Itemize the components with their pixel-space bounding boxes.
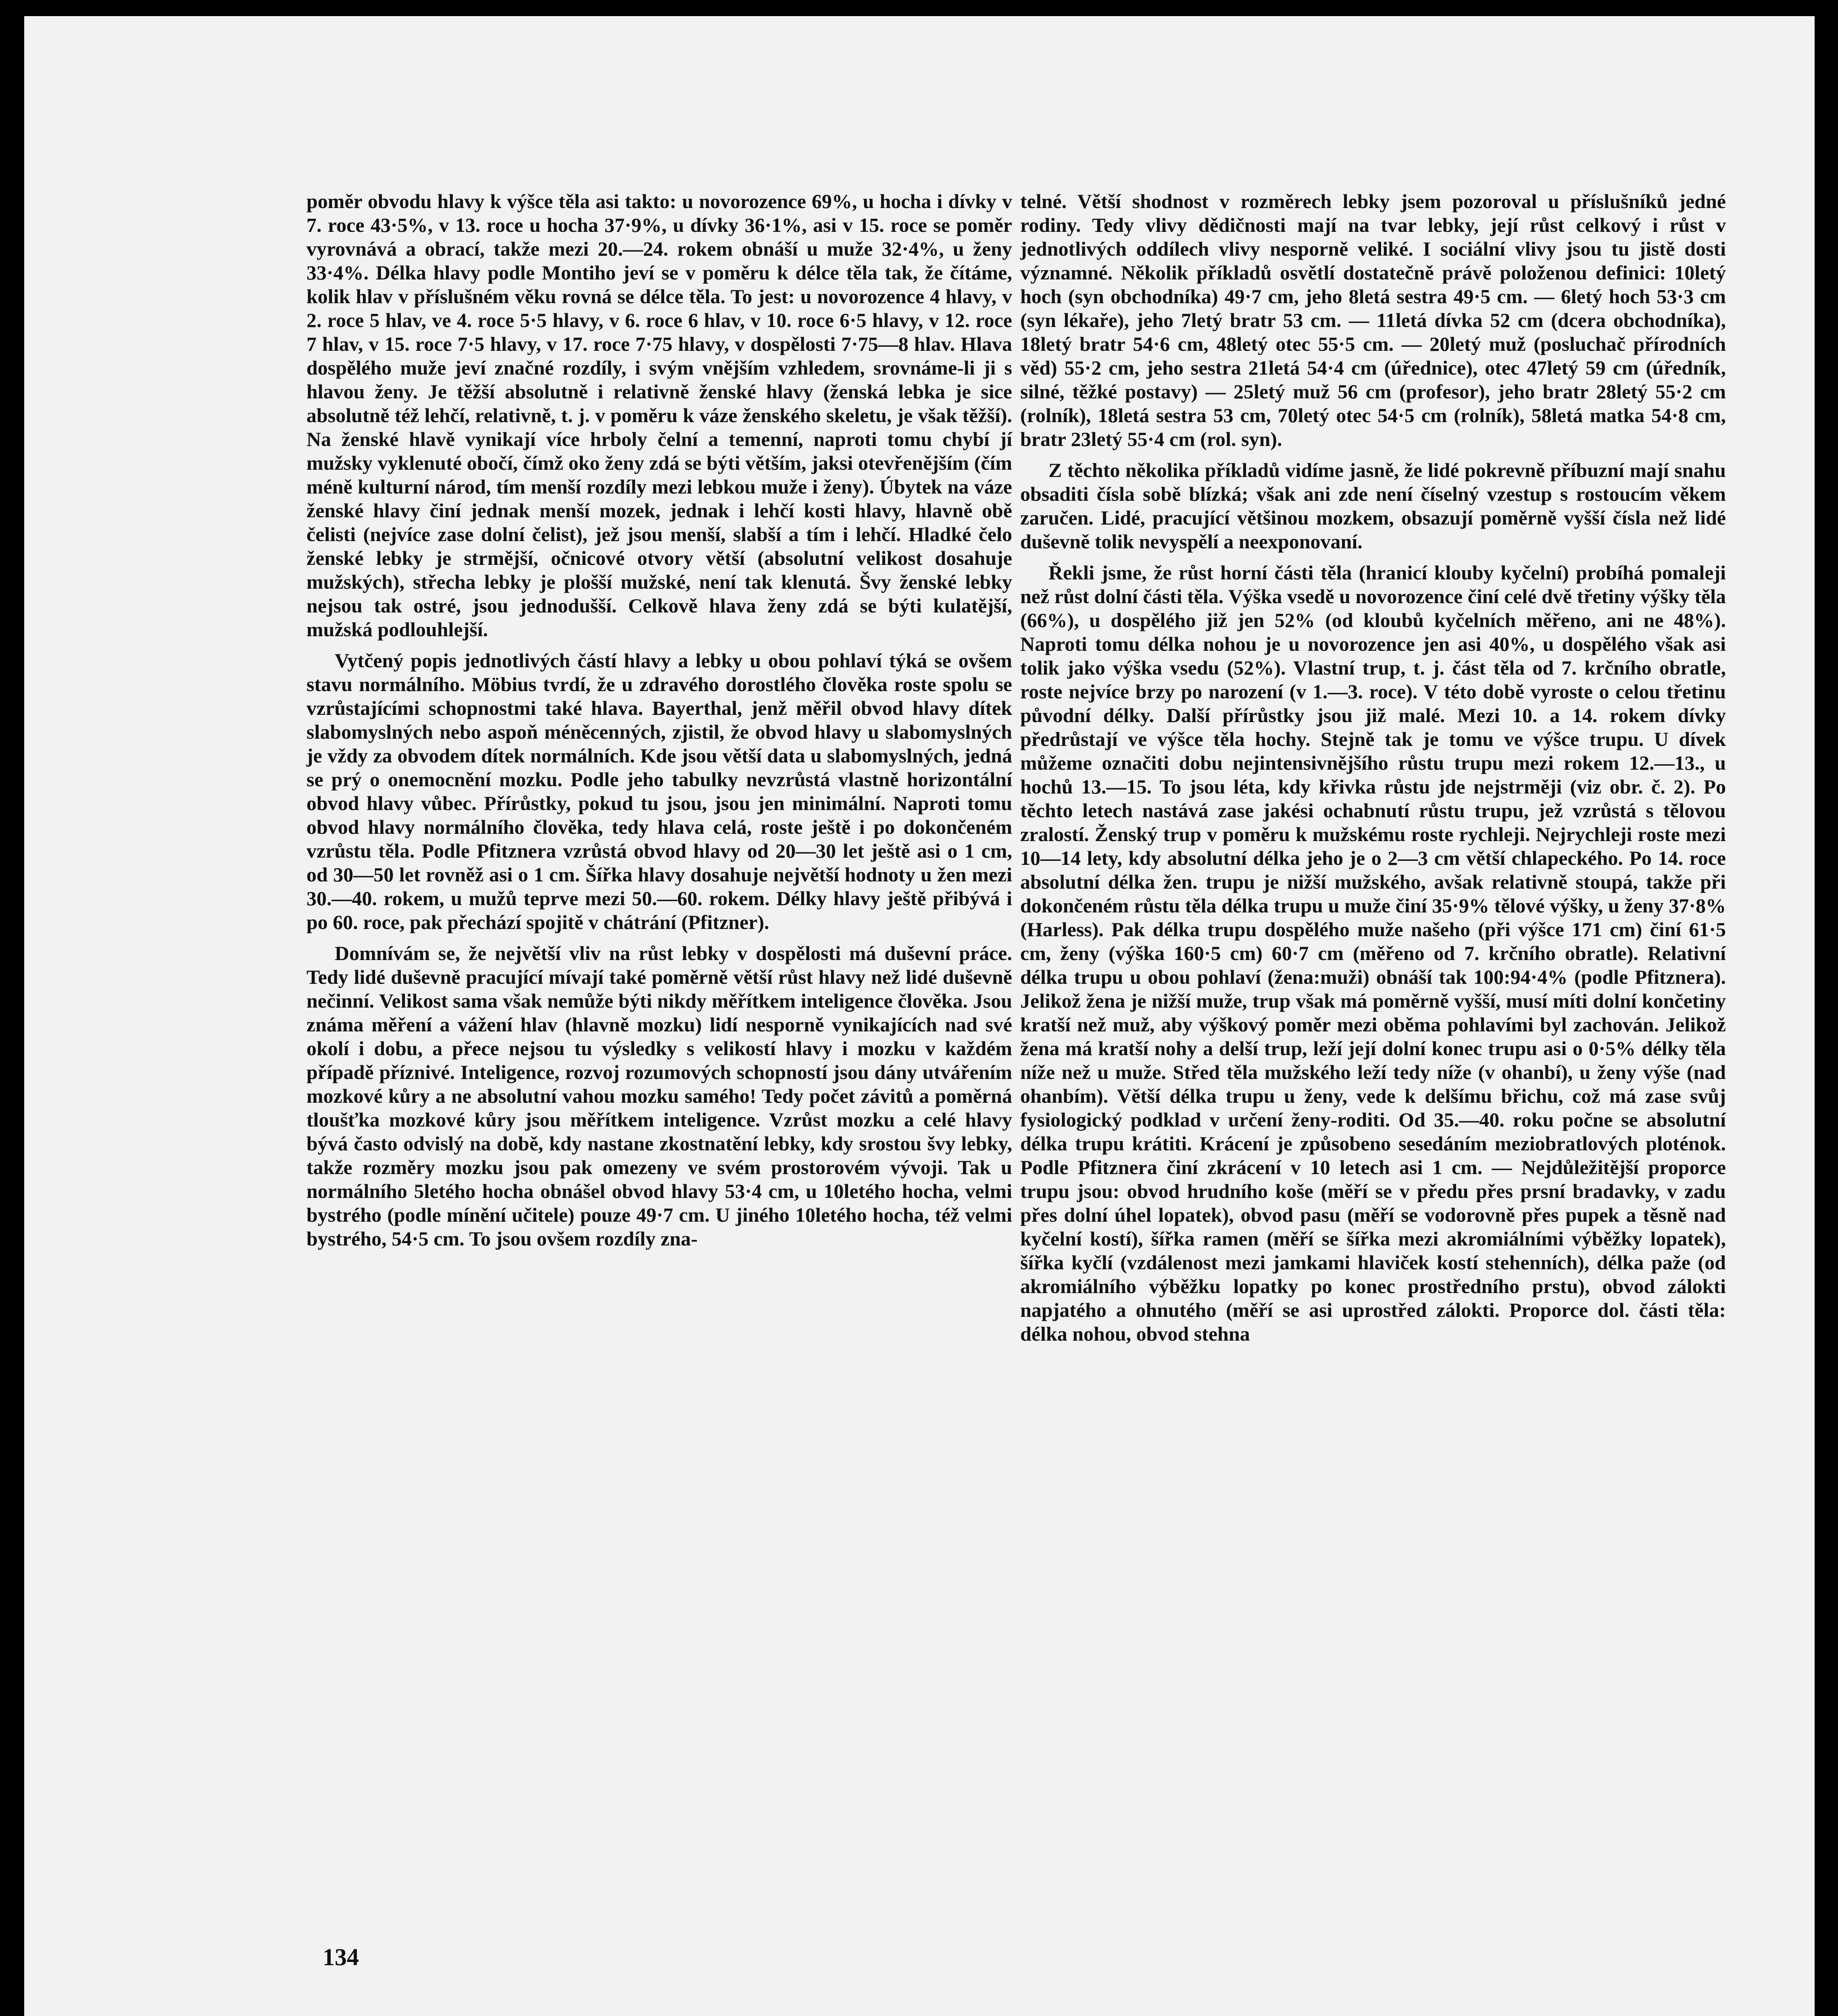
right-text-column bbox=[1020, 190, 1726, 1353]
paragraph: Z těchto několika příkladů vidíme jasně, že lidé pokrevně příbuzní mají snahu obsaditi čísla sobě blízká; však ani zde není číselný vzestup s rostoucím věkem zaručen. Lidé, pracující většinou mozkem, obsazují poměrně vyšší čísla než lidé duševně tolik nevyspělí a neexponovaní. bbox=[1020, 459, 1726, 553]
paragraph: poměr obvodu hlavy k výšce těla asi takto: u novorozence 69%, u hocha i dívky v 7. roce 43·5%, v 13. roce u hocha 37·9%, u dívky 36·1%, asi v 15. roce se poměr vyrovnává a obrací, takže mezi 20.—24. rokem obnáší u muže 32·4%, u ženy 33·4%. Délka hlavy podle Montiho jeví se v poměru k délce těla tak, že čítáme, kolik hlav v příslušném věku rovná se délce těla. To jest: u novorozence 4 hlavy, v 2. roce 5 hlav, ve 4. roce 5·5 hlavy, v 6. roce 6 hlav, v 10. roce 6·5 hlavy, v 12. roce 7 hlav, v 15. roce 7·5 hlavy, v 17. roce 7·75 hlavy, v dospělosti 7·75—8 hlav. Hlava dospělého muže jeví značné rozdíly, i svým vnějším vzhledem, srovnáme-li ji s hlavou ženy. Je těžší absolutně i relativně ženské hlavy (ženská lebka je sice absolutně též lehčí, relativně, t. j. v poměru k váze ženského skeletu, je však těžší). Na ženské hlavě vynikají více hrboly čelní a temenní, naproti tomu chybí jí mužsky vyklenuté obočí, čímž oko ženy zdá se býti větším, jaksi otevřenějším (čím méně kulturní národ, tím menší rozdíly mezi lebkou muže i ženy). Úbytek na váze ženské hlavy činí jednak menší mozek, jednak i lehčí kosti hlavy, hlavně obě čelisti (nejvíce zase dolní čelist), jež jsou menší, slabší a tím i lehčí. Hladké čelo ženské lebky je strmější, očnicové otvory větší (absolutní velikost dosahuje mužských), střecha lebky je plošší mužské, není tak klenutá. Švy ženské lebky nejsou tak ostré, jsou jednodušší. Celkově hlava ženy zdá se býti kulatější, mužská podlouhlejší. bbox=[306, 190, 1012, 641]
page-sheet bbox=[24, 16, 1815, 2016]
paragraph: Řekli jsme, že růst horní části těla (hranicí klouby kyčelní) probíhá pomaleji než růst dolní části těla. Výška vsedě u novorozence činí celé dvě třetiny výšky těla (66%), u dospělého již jen 52% (od kloubů kyčelních měřeno, ani ne 48%). Naproti tomu délka nohou je u novorozence jen asi 40%, u dospělého však asi tolik jako výška vsedu (52%). Vlastní trup, t. j. část těla od 7. krčního obratle, roste nejvíce brzy po narození (v 1.—3. roce). V této době vyroste o celou třetinu původní délky. Další přírůstky jsou již malé. Mezi 10. a 14. rokem dívky předrůstají ve výšce těla hochy. Stejně tak je tomu ve výšce trupu. U dívek můžeme označiti dobu nejintensivnějšího růstu trupu mezi rokem 12.—13., u hochů 13.—15. To jsou léta, kdy křivka růstu jde nejstrměji (viz obr. č. 2). Po těchto letech nastává zase jakési ochabnutí růstu trupu, jež vzrůstá s tělovou zralostí. Ženský trup v poměru k mužskému roste rychleji. Nejrychleji roste mezi 10—14 lety, kdy absolutní délka jeho je o 2—3 cm větší chlapeckého. Po 14. roce absolutní délka žen. trupu je nižší mužského, avšak relativně stoupá, takže při dokončeném růstu těla délka trupu u muže činí 35·9% tělové výšky, u ženy 37·8% (Harless). Pak délka trupu dospělého muže našeho (při výšce 171 cm) činí 61·5 cm, ženy (výška 160·5 cm) 60·7 cm (měřeno od 7. krčního obratle). Relativní délka trupu u obou pohlaví (žena:muži) obnáší tak 100:94·4% (podle Pfitznera). Jelikož žena je nižší muže, trup však má poměrně vyšší, musí míti dolní končetiny kratší než muž, aby výškový poměr mezi oběma pohlavími byl zachován. Jelikož žena má kratší nohy a delší trup, leží její dolní konec trupu asi o 0·5% délky těla níže než u muže. Střed těla mužského leží tedy níže (v ohanbí), u ženy výše (nad ohanbím). Větší délka trupu u ženy, vede k delšímu břichu, což má zase svůj fysiologický podklad v určení ženy-roditi. Od 35.—40. roku počne se absolutní délka trupu krátiti. Krácení je způsobeno sesedáním meziobratlových ploténok. Podle Pfitznera činí zkrácení v 10 letech asi 1 cm. — Nejdůležitější proporce trupu jsou: obvod hrudního koše (měří se v předu přes prsní bradavky, v zadu přes dolní úhel lopatek), obvod pasu (měří se vodorovně přes pupek a těsně nad kyčelní kostí), šířka ramen (měří se šířka mezi akromiálními výběžky lopatek), šířka kyčlí (vzdálenost mezi jamkami hlaviček kostí stehenních), délka paže (od akromiálního výběžku lopatky po konec prostředního prstu), obvod zálokti napjatého a ohnutého (měří se asi uprostřed zálokti. Proporce dol. části těla: délka nohou, obvod stehna bbox=[1020, 561, 1726, 1345]
paragraph: Vytčený popis jednotlivých částí hlavy a lebky u obou pohlaví týká se ovšem stavu normálního. Möbius tvrdí, že u zdravého dorostlého člověka roste spolu se vzrůstajícími schopnostmi také hlava. Bayerthal, jenž měřil obvod hlavy dítek slabomyslných nebo aspoň méněcenných, zjistil, že obvod hlavy u slabomyslných je vždy za obvodem dítek normálních. Kde jsou větší data u slabomyslných, jedná se prý o onemocnění mozku. Podle jeho tabulky nevzrůstá vlastně horizontální obvod hlavy vůbec. Přírůstky, pokud tu jsou, jsou jen minimální. Naproti tomu obvod hlavy normálního člověka, tedy hlava celá, roste ještě i po dokončeném vzrůstu těla. Podle Pfitznera vzrůstá obvod hlavy od 20—30 let ještě asi o 1 cm, od 30—50 let rovněž asi o 1 cm. Šířka hlavy dosahuje největší hodnoty u žen mezi 30.—40. rokem, u mužů teprve mezi 50.—60. rokem. Délky hlavy ještě přibývá i po 60. roce, pak přechází spojitě v chátrání (Pfitzner). bbox=[306, 649, 1012, 933]
paragraph: telné. Větší shodnost v rozměrech lebky jsem pozoroval u příslušníků jedné rodiny. Tedy vlivy dědičnosti mají na tvar lebky, její růst celkový i růst v jednotlivých oddílech vlivy nesporně veliké. I sociální vlivy jsou tu jistě dosti významné. Několik příkladů osvětlí dostatečně právě položenou definici: 10letý hoch (syn obchodníka) 49·7 cm, jeho 8letá sestra 49·5 cm. — 6letý hoch 53·3 cm (syn lékaře), jeho 7letý bratr 53 cm. — 11letá dívka 52 cm (dcera obchodníka), 18letý bratr 54·6 cm, 48letý otec 55·5 cm. — 20letý muž (posluchač přírodních věd) 55·2 cm, jeho sestra 21letá 54·4 cm (úřednice), otec 47letý 59 cm (úředník, silné, těžké postavy) — 25letý muž 56 cm (profesor), jeho bratr 28letý 55·2 cm (rolník), 18letá sestra 53 cm, 70letý otec 54·5 cm (rolník), 58letá matka 54·8 cm, bratr 23letý 55·4 cm (rol. syn). bbox=[1020, 190, 1726, 450]
page-number: 134 bbox=[323, 1944, 359, 1970]
paragraph: Domnívám se, že největší vliv na růst lebky v dospělosti má duševní práce. Tedy lidé duševně pracující mívají také poměrně větší růst hlavy než lidé duševně nečinní. Velikost sama však nemůže býti nikdy měřítkem inteligence člověka. Jsou známa měření a vážení hlav (hlavně mozku) lidí nesporně vynikajících nad své okolí i dobu, a přece nejsou tu výsledky s velikostí hlavy i mozku v každém případě příznivé. Inteligence, rozvoj rozumových schopností jsou dány utvářením mozkové kůry a ne absolutní vahou mozku samého! Tedy počet závitů a poměrná tloušťka mozkové kůry jsou měřítkem inteligence. Vzrůst mozku a celé hlavy bývá často odvislý na době, kdy nastane zkostnatění lebky, kdy srostou švy lebky, takže rozměry mozku jsou pak omezeny ve svém prostorovém vývoji. Tak u normálního 5letého hocha obnášel obvod hlavy 53·4 cm, u 10letého hocha, velmi bystrého (podle mínění učitele) pouze 49·7 cm. U jiného 10letého hocha, též velmi bystrého, 54·5 cm. To jsou ovšem rozdíly zna- bbox=[306, 942, 1012, 1250]
left-text-column bbox=[306, 190, 1012, 1258]
